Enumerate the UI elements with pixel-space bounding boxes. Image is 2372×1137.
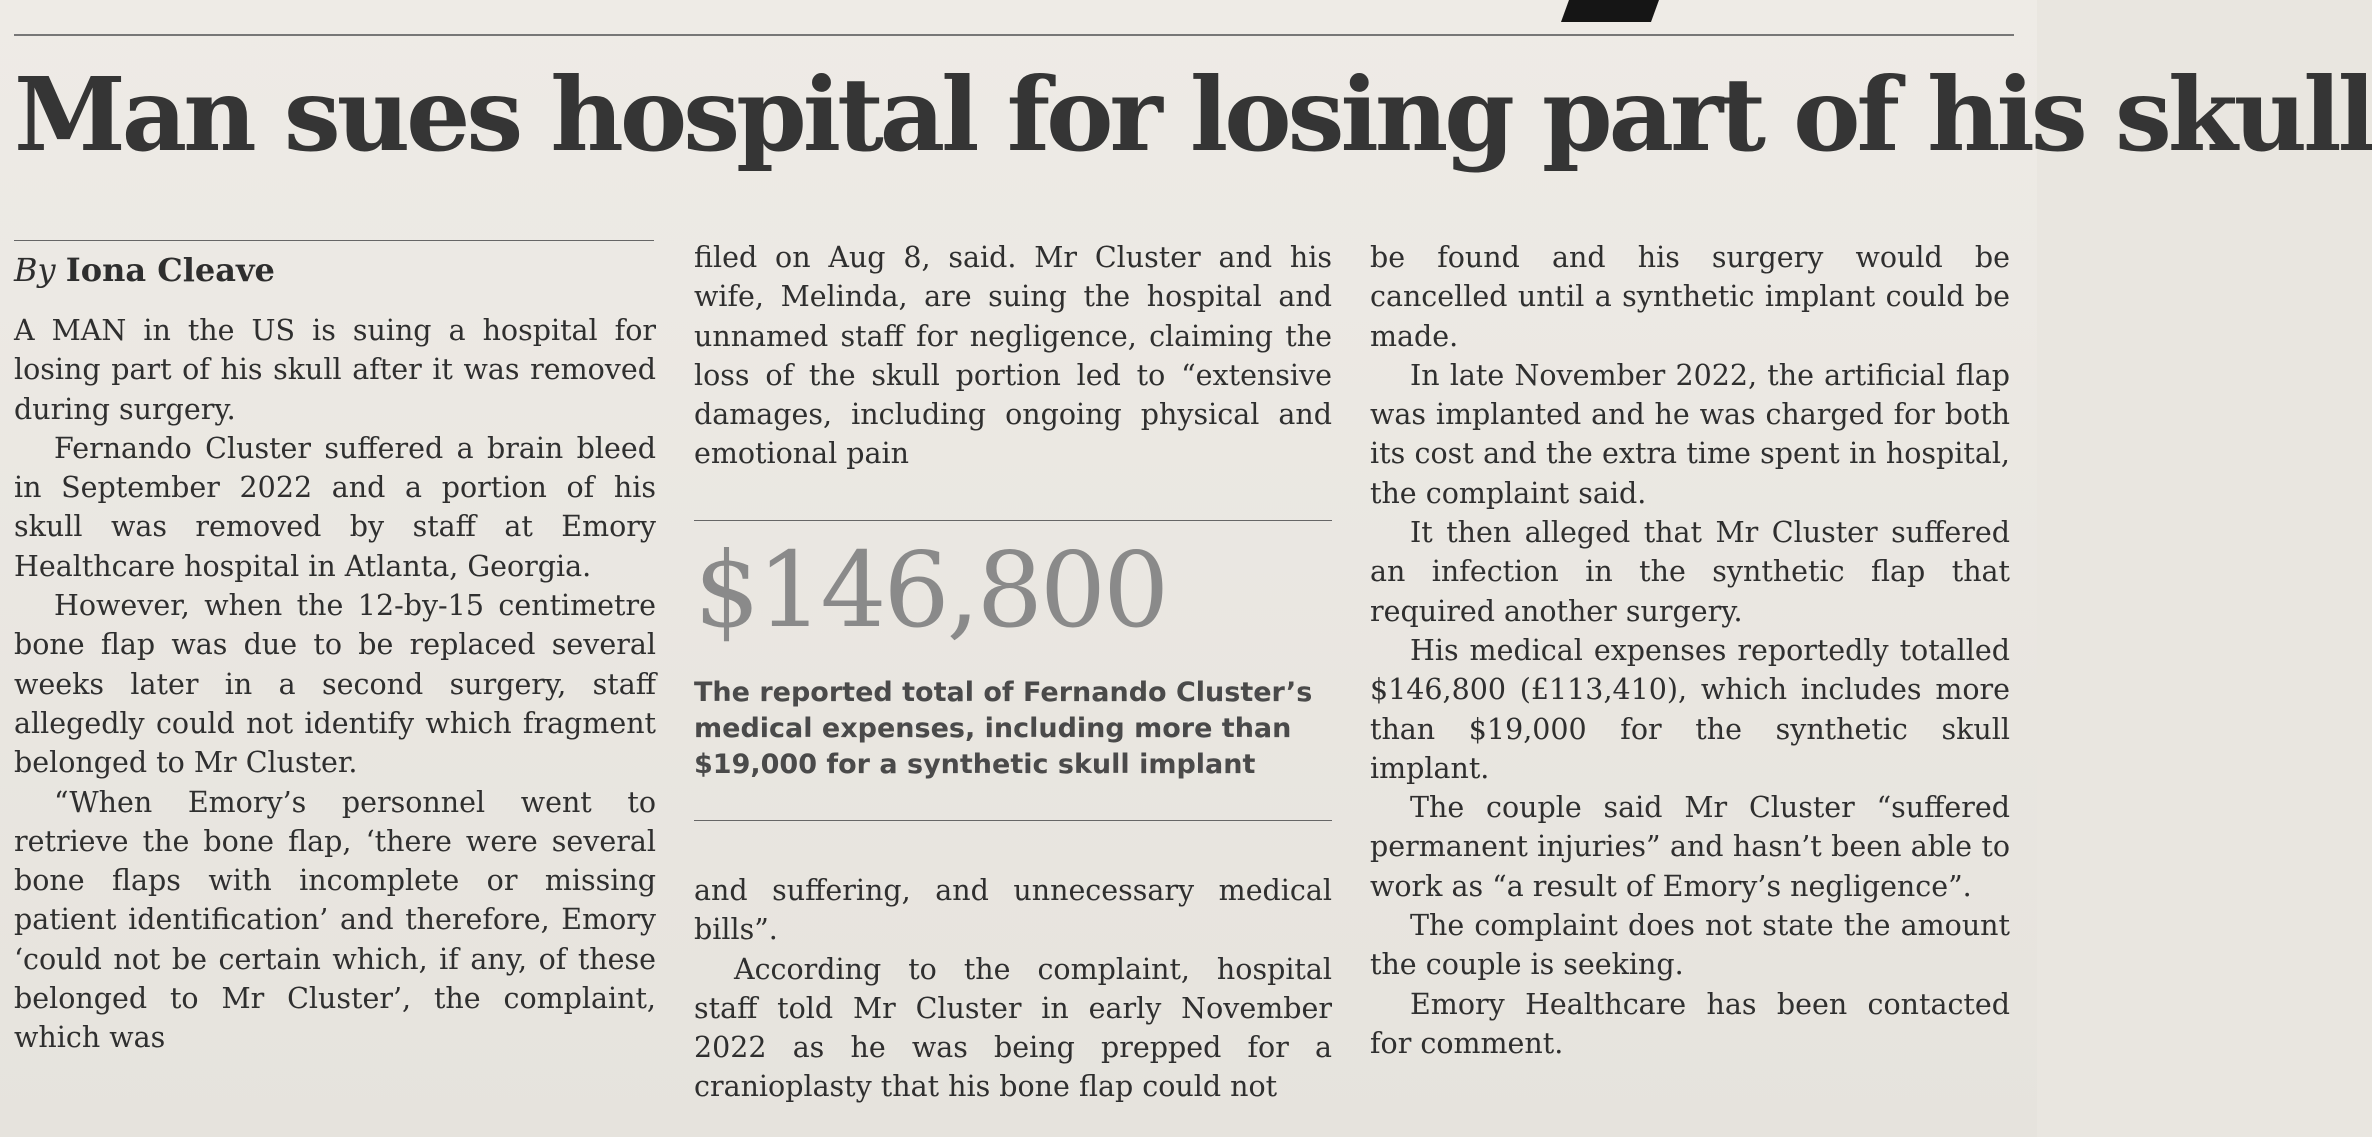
paragraph: Emory Healthcare has been contacted for comment. [1370,987,2010,1060]
article-column-1 [14,311,656,1058]
paragraph: filed on Aug 8, said. Mr Cluster and his wife, Melinda, are suing the hospital and unnamed staff for negligence, claiming the loss of the skull portion led to “extensive damages, including ongoing physical and emotional pain [694,241,1332,471]
paragraph: According to the complaint, hospital staff told Mr Cluster in early November 2022 as he was being prepped for a cranioplasty that his bone flap could not [694,952,1332,1104]
paragraph: However, when the 12-by-15 centimetre bone flap was due to be replaced several weeks later in a second surgery, staff allegedly could not identify which fragment belonged to Mr Cluster. [14,589,656,780]
article-column-3 [1370,238,2010,1063]
headline: Man sues hospital for losing part of his skull [14,55,2372,174]
byline-divider [14,240,654,241]
article-column-2-bottom [694,871,1332,1107]
pull-quote-figure: $146,800 [694,529,1167,651]
author-name: Iona Cleave [65,251,275,289]
paragraph: Fernando Cluster suffered a brain bleed in September 2022 and a portion of his skull was removed by staff at Emory Healthcare hospital in Atlanta, Georgia. [14,431,656,583]
paragraph: In late November 2022, the artificial flap was implanted and he was charged for both its cost and the extra time spent in hospital, the complaint said. [1370,358,2010,510]
pull-quote-bottom-rule [694,820,1332,821]
top-divider [14,34,2014,36]
article-column-2-top [694,238,1332,474]
paragraph: “When Emory’s personnel went to retrieve the bone flap, ‘there were several bone flaps with incomplete or missing patient identification’ and therefore, Emory ‘could not be certain which, if any, of these belonged to Mr Cluster’, the complaint, which was [14,785,656,1055]
paragraph: A MAN in the US is suing a hospital for losing part of his skull after it was removed during surgery. [14,314,656,426]
pull-quote-top-rule [694,520,1332,521]
paragraph: The complaint does not state the amount the couple is seeking. [1370,909,2010,982]
paragraph: and suffering, and unnecessary medical bills”. [694,874,1332,947]
page-edge-shadow [1561,0,1659,22]
paragraph: The couple said Mr Cluster “suffered permanent injuries” and hasn’t been able to work as “a result of Emory’s negligence”. [1370,791,2010,903]
paragraph: be found and his surgery would be cancelled until a synthetic implant could be made. [1370,241,2010,353]
pull-quote-caption: The reported total of Fernando Cluster’s medical expenses, including more than $19,000 for a synthetic skull implant [694,677,1313,780]
byline [14,250,275,290]
paragraph: It then alleged that Mr Cluster suffered an infection in the synthetic flap that required another surgery. [1370,516,2010,628]
paragraph: His medical expenses reportedly totalled $146,800 (£113,410), which includes more than $19,000 for the synthetic skull implant. [1370,633,2010,785]
byline-prefix: By [14,251,56,289]
